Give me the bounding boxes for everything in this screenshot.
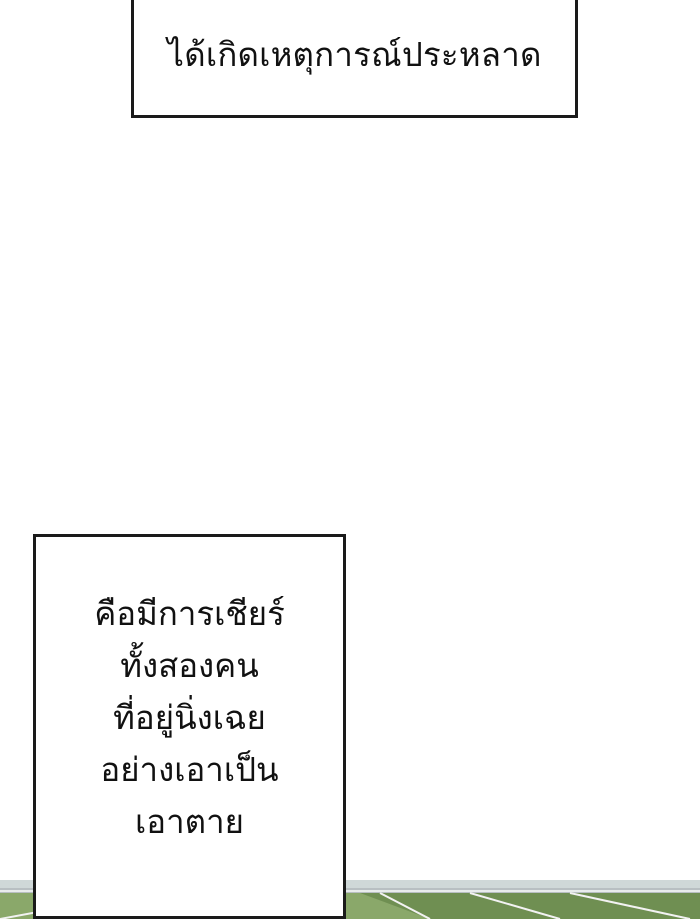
top-bubble-line-1: ได้เกิดเหตุการณ์ประหลาด bbox=[167, 34, 542, 74]
bottom-bubble-line-4: อย่างเอาเป็น bbox=[100, 749, 279, 789]
top-speech-bubble bbox=[131, 0, 578, 118]
bottom-bubble-line-2: ทั้งสองคน bbox=[120, 645, 259, 685]
bottom-bubble-line-5: เอาตาย bbox=[135, 801, 244, 841]
bottom-speech-bubble bbox=[33, 534, 346, 919]
bottom-bubble-line-3: ที่อยู่นิ่งเฉย bbox=[113, 697, 266, 737]
bottom-bubble-line-1: คือมีการเชียร์ bbox=[94, 594, 285, 633]
